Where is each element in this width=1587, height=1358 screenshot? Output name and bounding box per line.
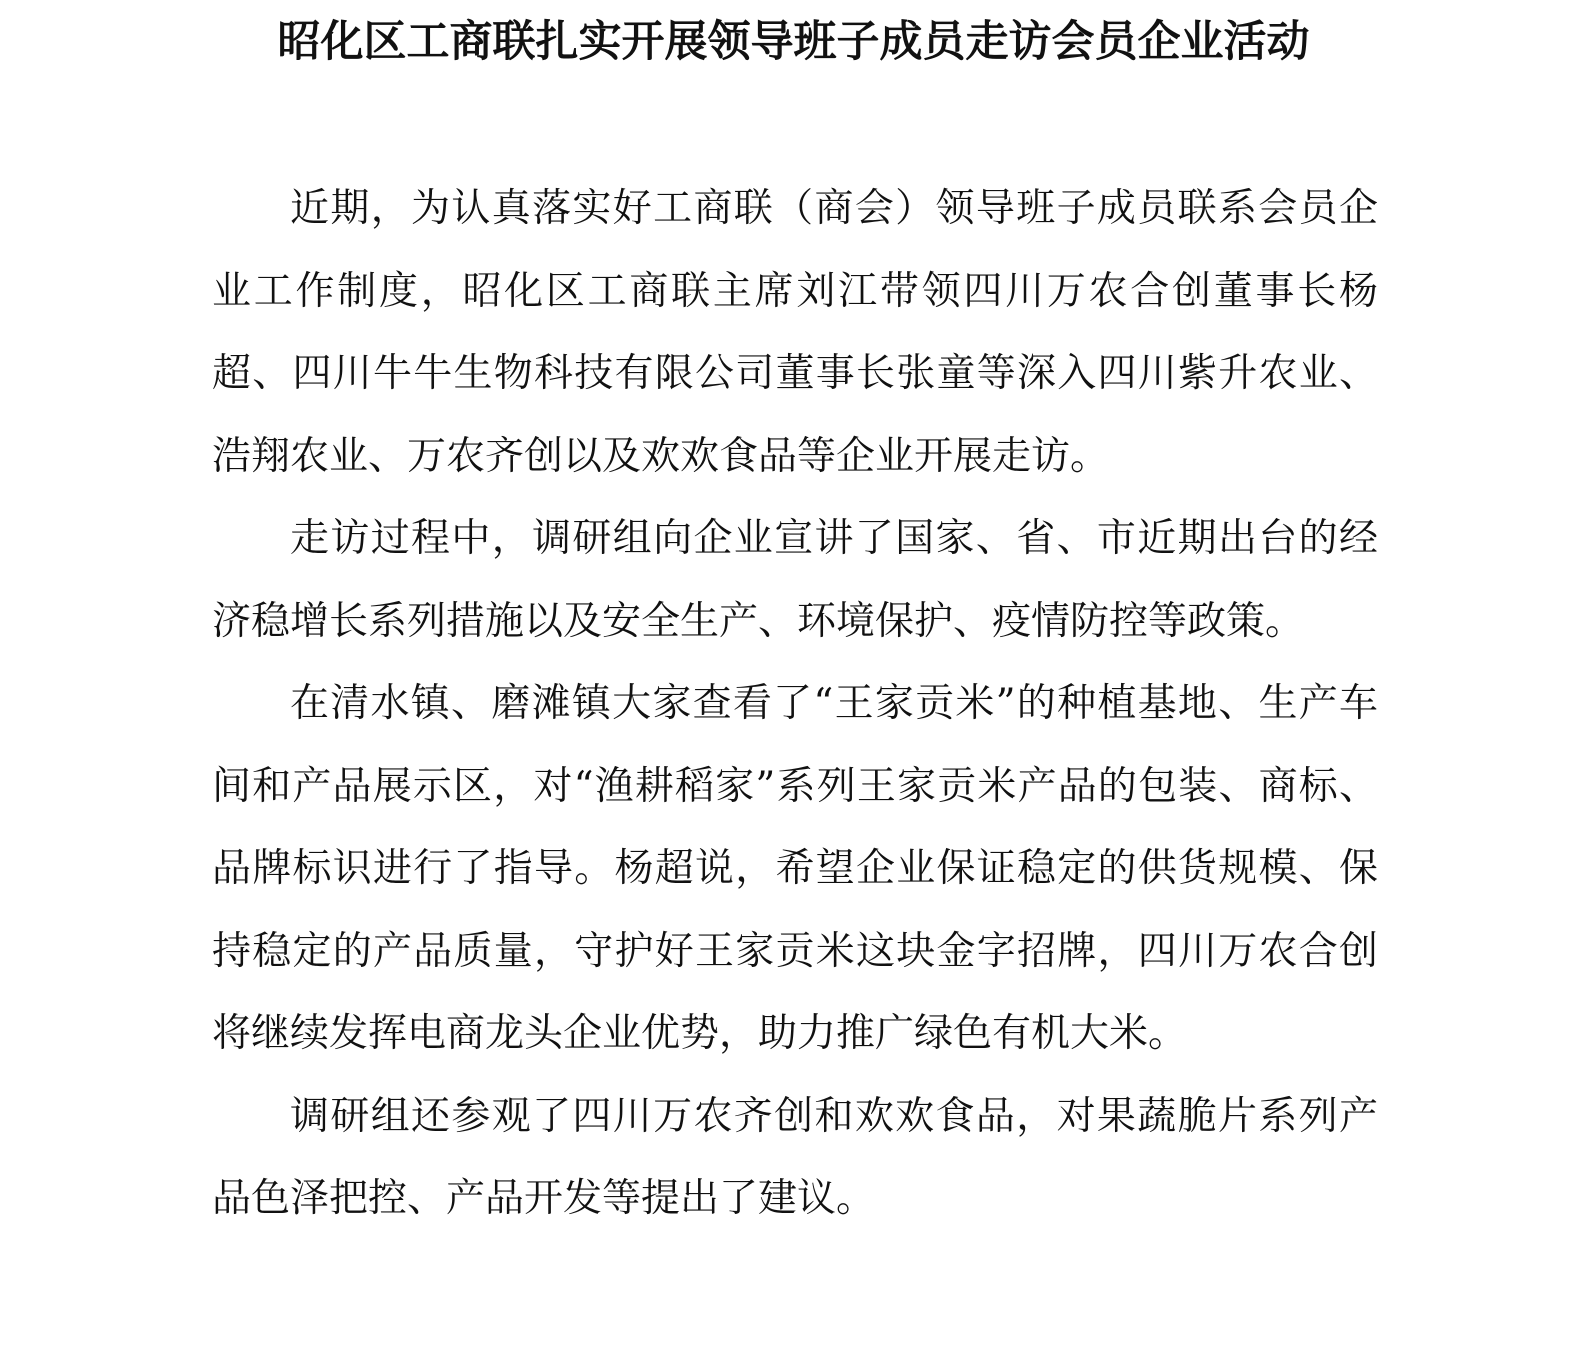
document-title: 昭化区工商联扎实开展领导班子成员走访会员企业活动 [277,17,1310,67]
paragraph: 近期，为认真落实好工商联（商会）领导班子成员联系会员企业工作制度，昭化区工商联主席刘江带领四川万农合创董事长杨超、四川牛牛生物科技有限公司董事长张童等深入四川紫升农业、浩翔农业、万农齐创以及欢欢食品等企业开展走访。 [212,186,1378,479]
paragraph: 调研组还参观了四川万农齐创和欢欢食品，对果蔬脆片系列产品色泽把控、产品开发等提出了建议。 [212,1093,1378,1221]
paragraph: 走访过程中，调研组向企业宣讲了国家、省、市近期出台的经济稳增长系列措施以及安全生产、环境保护、疫情防控等政策。 [212,516,1378,644]
document-body [212,168,1378,1241]
paragraph: 在清水镇、磨滩镇大家查看了“王家贡米”的种植基地、生产车间和产品展示区，对“渔耕稻家”系列王家贡米产品的包装、商标、品牌标识进行了指导。杨超说，希望企业保证稳定的供货规模、保持稳定的产品质量，守护好王家贡米这块金字招牌，四川万农合创将继续发挥电商龙头企业优势，助力推广绿色有机大米。 [212,681,1378,1056]
